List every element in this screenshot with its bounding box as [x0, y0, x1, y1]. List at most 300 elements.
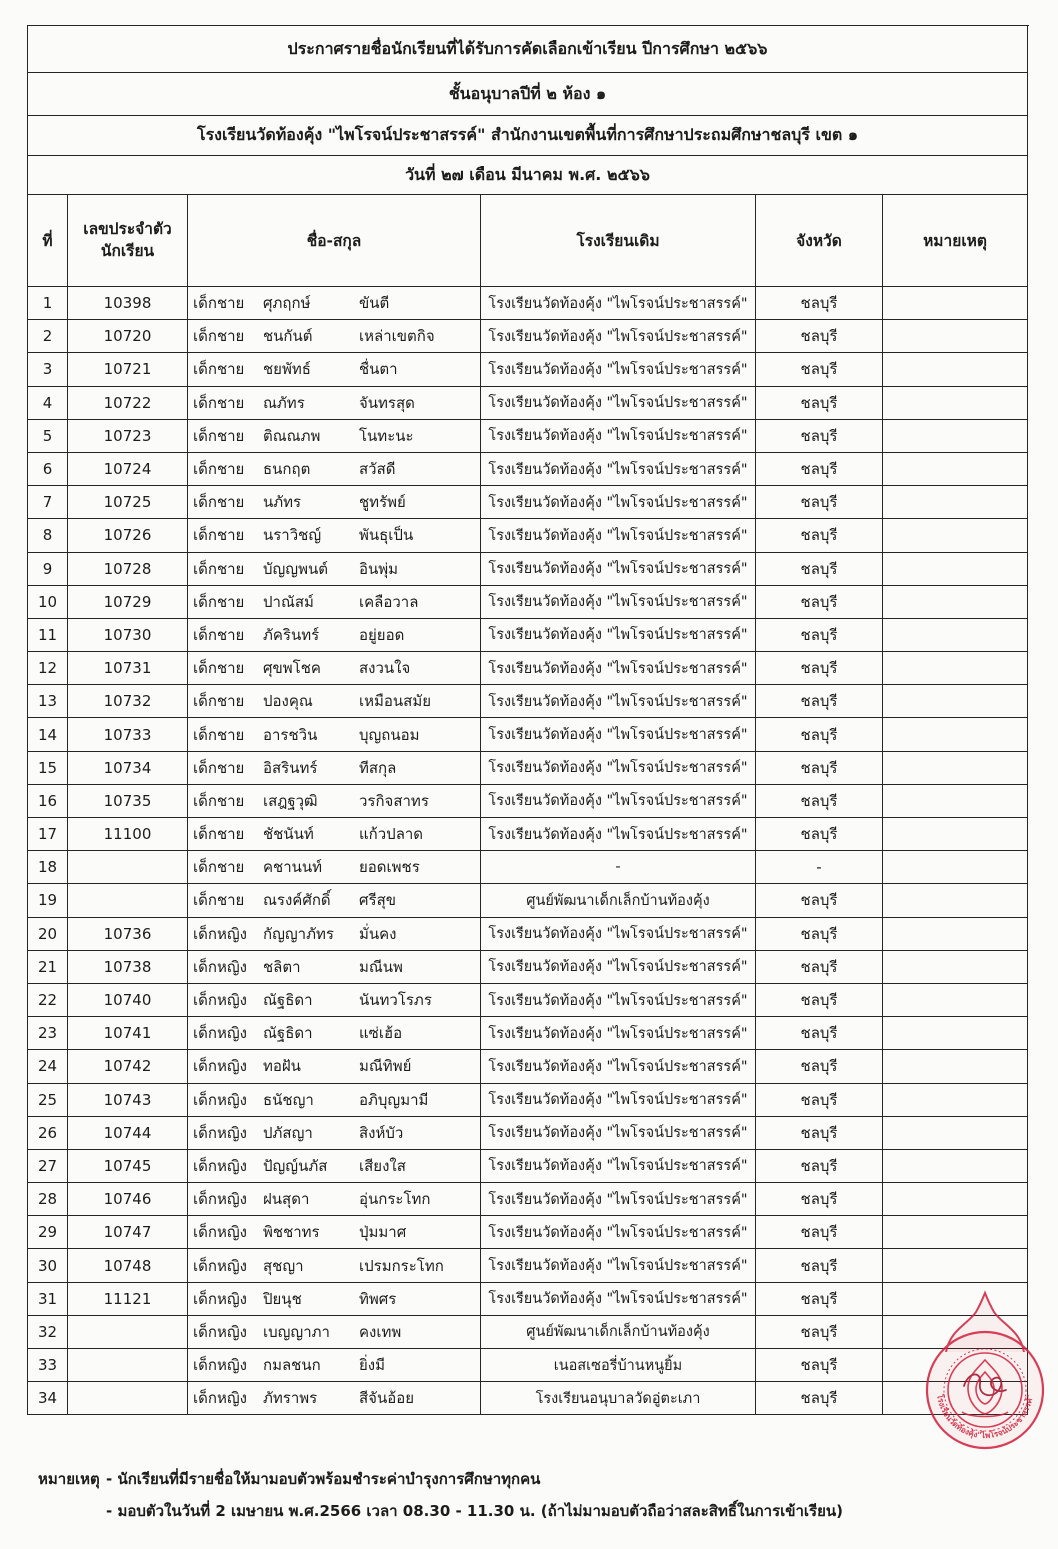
student-name: [188, 486, 481, 518]
row-number: 27: [28, 1150, 68, 1182]
name-prefix: เด็กชาย: [193, 858, 245, 877]
previous-school: โรงเรียนวัดท้องคุ้ง "ไพโรจน์ประชาสรรค์": [481, 1117, 756, 1149]
student-name: [188, 718, 481, 750]
name-prefix: เด็กชาย: [193, 825, 245, 844]
first-name: ภัครินทร์: [263, 625, 320, 644]
remark-cell: [883, 818, 1028, 850]
column-header-province: จังหวัด: [756, 195, 883, 286]
remark-cell: [883, 320, 1028, 352]
previous-school: โรงเรียนวัดท้องคุ้ง "ไพโรจน์ประชาสรรค์": [481, 1249, 756, 1281]
province: ชลบุรี: [756, 818, 883, 850]
student-id: 10744: [68, 1117, 188, 1149]
province: ชลบุรี: [756, 387, 883, 419]
remark-cell: [883, 619, 1028, 651]
table-row: [28, 1216, 1028, 1249]
last-name: พันธุเป็น: [359, 526, 414, 545]
name-prefix: เด็กหญิง: [193, 1156, 247, 1175]
last-name: อุ่นกระโทก: [359, 1190, 431, 1209]
row-number: 16: [28, 785, 68, 817]
province: ชลบุรี: [756, 1017, 883, 1049]
row-number: 34: [28, 1382, 68, 1414]
table-row: [28, 951, 1028, 984]
first-name: ณัฐธิดา: [263, 1024, 313, 1043]
last-name: บุญถนอม: [359, 725, 420, 744]
name-prefix: เด็กหญิง: [193, 1256, 247, 1275]
row-number: 18: [28, 851, 68, 883]
remark-cell: [883, 1216, 1028, 1248]
remark-cell: [883, 1017, 1028, 1049]
student-id: 10398: [68, 287, 188, 319]
last-name: อภิบุญมามี: [359, 1090, 429, 1109]
student-id: 11100: [68, 818, 188, 850]
name-prefix: เด็กหญิง: [193, 1223, 247, 1242]
row-number: 22: [28, 984, 68, 1016]
table-row: [28, 287, 1028, 320]
student-id: 10726: [68, 519, 188, 551]
student-name: [188, 918, 481, 950]
student-id: 10724: [68, 453, 188, 485]
student-name: [188, 287, 481, 319]
first-name: นภัทร: [263, 493, 302, 512]
province: ชลบุรี: [756, 519, 883, 551]
previous-school: โรงเรียนวัดท้องคุ้ง "ไพโรจน์ประชาสรรค์": [481, 553, 756, 585]
student-id: 10720: [68, 320, 188, 352]
first-name: ธนัชญา: [263, 1090, 314, 1109]
table-row: [28, 453, 1028, 486]
student-id: 11121: [68, 1283, 188, 1315]
row-number: 5: [28, 420, 68, 452]
first-name: สุชญา: [263, 1256, 304, 1275]
last-name: สิงห์บัว: [359, 1123, 404, 1142]
student-name: [188, 1216, 481, 1248]
first-name: ณรงค์ศักดิ์: [263, 891, 331, 910]
class-name: ชั้นอนุบาลปีที่ ๒ ห้อง ๑: [28, 73, 1028, 115]
announcement-date: วันที่ ๒๗ เดือน มีนาคม พ.ศ. ๒๕๖๖: [28, 156, 1028, 194]
remark-cell: [883, 1183, 1028, 1215]
student-name: [188, 851, 481, 883]
province: ชลบุรี: [756, 1183, 883, 1215]
previous-school: โรงเรียนวัดท้องคุ้ง "ไพโรจน์ประชาสรรค์": [481, 287, 756, 319]
student-name: [188, 453, 481, 485]
student-name: [188, 1249, 481, 1281]
remark-cell: [883, 453, 1028, 485]
name-prefix: เด็กหญิง: [193, 1389, 247, 1408]
table-row: [28, 984, 1028, 1017]
last-name: เหมือนสมัย: [359, 692, 431, 711]
student-name: [188, 951, 481, 983]
table-row: [28, 1316, 1028, 1349]
previous-school: โรงเรียนวัดท้องคุ้ง "ไพโรจน์ประชาสรรค์": [481, 1216, 756, 1248]
remark-cell: [883, 1050, 1028, 1082]
last-name: สวัสดี: [359, 460, 396, 479]
remark-cell: [883, 1084, 1028, 1116]
row-number: 2: [28, 320, 68, 352]
student-name: [188, 1316, 481, 1348]
last-name: ศรีสุข: [359, 891, 396, 910]
row-number: 6: [28, 453, 68, 485]
row-number: 15: [28, 752, 68, 784]
table-row: [28, 420, 1028, 453]
table-row: [28, 1249, 1028, 1282]
student-id: 10723: [68, 420, 188, 452]
name-prefix: เด็กหญิง: [193, 1123, 247, 1142]
table-row: [28, 1183, 1028, 1216]
student-name: [188, 1283, 481, 1315]
remark-cell: [883, 420, 1028, 452]
previous-school: โรงเรียนวัดท้องคุ้ง "ไพโรจน์ประชาสรรค์": [481, 1283, 756, 1315]
first-name: ชลิตา: [263, 957, 301, 976]
name-prefix: เด็กหญิง: [193, 924, 247, 943]
table-row: [28, 685, 1028, 718]
previous-school: โรงเรียนวัดท้องคุ้ง "ไพโรจน์ประชาสรรค์": [481, 619, 756, 651]
first-name: ปภัสญา: [263, 1123, 313, 1142]
previous-school: โรงเรียนวัดท้องคุ้ง "ไพโรจน์ประชาสรรค์": [481, 1017, 756, 1049]
first-name: อารชวิน: [263, 725, 318, 744]
name-prefix: เด็กชาย: [193, 426, 245, 445]
class-row: [28, 73, 1028, 116]
previous-school: โรงเรียนวัดท้องคุ้ง "ไพโรจน์ประชาสรรค์": [481, 453, 756, 485]
previous-school: ศูนย์พัฒนาเด็กเล็กบ้านท้องคุ้ง: [481, 884, 756, 916]
last-name: มณีนพ: [359, 957, 403, 976]
province: ชลบุรี: [756, 1050, 883, 1082]
remark-cell: [883, 353, 1028, 385]
table-row: [28, 1017, 1028, 1050]
student-id: 10729: [68, 586, 188, 618]
table-row: [28, 1382, 1028, 1415]
student-id: 10732: [68, 685, 188, 717]
previous-school: โรงเรียนวัดท้องคุ้ง "ไพโรจน์ประชาสรรค์": [481, 320, 756, 352]
student-name: [188, 1349, 481, 1381]
row-number: 25: [28, 1084, 68, 1116]
last-name: เปรมกระโทก: [359, 1256, 444, 1275]
column-header-student-id-line1: เลขประจำตัว: [83, 219, 172, 238]
student-name: [188, 387, 481, 419]
province: ชลบุรี: [756, 420, 883, 452]
student-name: [188, 1017, 481, 1049]
row-number: 26: [28, 1117, 68, 1149]
table-row: [28, 320, 1028, 353]
last-name: ปุ่มมาศ: [359, 1223, 407, 1242]
last-name: เสียงใส: [359, 1156, 406, 1175]
table-row: [28, 1084, 1028, 1117]
student-id: [68, 884, 188, 916]
student-name: [188, 420, 481, 452]
previous-school: โรงเรียนวัดท้องคุ้ง "ไพโรจน์ประชาสรรค์": [481, 1183, 756, 1215]
remark-cell: [883, 1117, 1028, 1149]
name-prefix: เด็กหญิง: [193, 991, 247, 1010]
first-name: ศุภฤกษ์: [263, 294, 311, 313]
province: ชลบุรี: [756, 718, 883, 750]
province: -: [756, 851, 883, 883]
first-name: ฝนสุดา: [263, 1190, 310, 1209]
last-name: ทิพศร: [359, 1289, 397, 1308]
table-row: [28, 918, 1028, 951]
province: ชลบุรี: [756, 586, 883, 618]
table-row: [28, 353, 1028, 386]
previous-school: โรงเรียนวัดท้องคุ้ง "ไพโรจน์ประชาสรรค์": [481, 1050, 756, 1082]
first-name: ชนกันต์: [263, 327, 313, 346]
province: ชลบุรี: [756, 1117, 883, 1149]
student-name: [188, 320, 481, 352]
column-header-row: [28, 195, 1028, 287]
student-id: [68, 1316, 188, 1348]
row-number: 21: [28, 951, 68, 983]
row-number: 28: [28, 1183, 68, 1215]
remark-cell: [883, 387, 1028, 419]
name-prefix: เด็กหญิง: [193, 957, 247, 976]
title-row: [28, 26, 1028, 73]
student-name: [188, 1050, 481, 1082]
remark-cell: [883, 1150, 1028, 1182]
row-number: 13: [28, 685, 68, 717]
first-name: ภัทราพร: [263, 1389, 318, 1408]
row-number: 8: [28, 519, 68, 551]
student-name: [188, 884, 481, 916]
province: ชลบุรี: [756, 984, 883, 1016]
last-name: ทีสกุล: [359, 758, 397, 777]
province: ชลบุรี: [756, 353, 883, 385]
table-row: [28, 652, 1028, 685]
student-id: 10740: [68, 984, 188, 1016]
row-number: 1: [28, 287, 68, 319]
student-name: [188, 1150, 481, 1182]
student-name: [188, 752, 481, 784]
student-id: 10735: [68, 785, 188, 817]
province: ชลบุรี: [756, 918, 883, 950]
province: ชลบุรี: [756, 453, 883, 485]
student-id: 10730: [68, 619, 188, 651]
name-prefix: เด็กหญิง: [193, 1322, 247, 1341]
student-name: [188, 1382, 481, 1414]
province: ชลบุรี: [756, 320, 883, 352]
remark-cell: [883, 486, 1028, 518]
name-prefix: เด็กชาย: [193, 294, 245, 313]
first-name: ปัญญ์นภัส: [263, 1156, 328, 1175]
footer-note-1: - นักเรียนที่มีรายชื่อให้มามอบตัวพร้อมชำระค่าบำรุงการศึกษาทุกคน: [106, 1470, 541, 1488]
last-name: นันทวโรภร: [359, 991, 432, 1010]
province: ชลบุรี: [756, 884, 883, 916]
remark-cell: [883, 918, 1028, 950]
previous-school: โรงเรียนวัดท้องคุ้ง "ไพโรจน์ประชาสรรค์": [481, 951, 756, 983]
remark-cell: [883, 287, 1028, 319]
student-id: [68, 1382, 188, 1414]
student-id: [68, 1349, 188, 1381]
student-id: [68, 851, 188, 883]
student-id: 10734: [68, 752, 188, 784]
province: ชลบุรี: [756, 1150, 883, 1182]
row-number: 9: [28, 553, 68, 585]
student-id: 10733: [68, 718, 188, 750]
student-id: 10721: [68, 353, 188, 385]
first-name: ศุขพโชค: [263, 659, 321, 678]
seal-text-path: โรงเรียนวัดท้องคุ้ง"ไพโรจน์ประชาสรรค์": [935, 1393, 1035, 1441]
student-list-table: [27, 25, 1029, 1415]
name-prefix: เด็กหญิง: [193, 1057, 247, 1076]
last-name: ยิ่งมี: [359, 1356, 386, 1375]
name-prefix: เด็กหญิง: [193, 1289, 247, 1308]
student-name: [188, 652, 481, 684]
row-number: 14: [28, 718, 68, 750]
last-name: แก้วปลาด: [359, 825, 424, 844]
first-name: บัญญพนต์: [263, 559, 328, 578]
previous-school: ศูนย์พัฒนาเด็กเล็กบ้านท้องคุ้ง: [481, 1316, 756, 1348]
remark-cell: [883, 652, 1028, 684]
student-rows: [28, 287, 1029, 1415]
row-number: 12: [28, 652, 68, 684]
column-header-student-id-line2: นักเรียน: [100, 241, 155, 260]
last-name: ยอดเพชร: [359, 858, 420, 877]
name-prefix: เด็กชาย: [193, 891, 245, 910]
last-name: เหล่าเขตกิจ: [359, 327, 435, 346]
name-prefix: เด็กชาย: [193, 526, 245, 545]
name-prefix: เด็กชาย: [193, 692, 245, 711]
remark-cell: [883, 785, 1028, 817]
previous-school: โรงเรียนวัดท้องคุ้ง "ไพโรจน์ประชาสรรค์": [481, 353, 756, 385]
student-id: 10747: [68, 1216, 188, 1248]
row-number: 19: [28, 884, 68, 916]
student-id: 10731: [68, 652, 188, 684]
student-name: [188, 1183, 481, 1215]
student-id: 10742: [68, 1050, 188, 1082]
first-name: ธนกฤต: [263, 460, 311, 479]
last-name: สีจันอ้อย: [359, 1389, 415, 1408]
first-name: คชานนท์: [263, 858, 323, 877]
first-name: นราวิชญ์: [263, 526, 322, 545]
first-name: ปองคุณ: [263, 692, 313, 711]
previous-school: โรงเรียนวัดท้องคุ้ง "ไพโรจน์ประชาสรรค์": [481, 685, 756, 717]
previous-school: เนอสเซอรี่บ้านหนูยิ้ม: [481, 1349, 756, 1381]
first-name: ปิยนุช: [263, 1289, 302, 1308]
table-row: [28, 752, 1028, 785]
table-row: [28, 486, 1028, 519]
student-name: [188, 353, 481, 385]
table-row: [28, 851, 1028, 884]
school-name: โรงเรียนวัดท้องคุ้ง "ไพโรจน์ประชาสรรค์" สำนักงานเขตพื้นที่การศึกษาประถมศึกษาชลบุรี เขต ๑: [28, 116, 1028, 155]
first-name: กัญญาภัทร: [263, 924, 334, 943]
last-name: วรกิจสาทร: [359, 791, 429, 810]
last-name: จันทรสุด: [359, 393, 415, 412]
student-id: 10736: [68, 918, 188, 950]
previous-school: โรงเรียนวัดท้องคุ้ง "ไพโรจน์ประชาสรรค์": [481, 1084, 756, 1116]
student-name: [188, 818, 481, 850]
name-prefix: เด็กหญิง: [193, 1356, 247, 1375]
first-name: ณัฐธิดา: [263, 991, 313, 1010]
previous-school: โรงเรียนวัดท้องคุ้ง "ไพโรจน์ประชาสรรค์": [481, 818, 756, 850]
previous-school: โรงเรียนวัดท้องคุ้ง "ไพโรจน์ประชาสรรค์": [481, 785, 756, 817]
previous-school: โรงเรียนวัดท้องคุ้ง "ไพโรจน์ประชาสรรค์": [481, 387, 756, 419]
last-name: ขันตี: [359, 294, 390, 313]
last-name: สงวนใจ: [359, 659, 411, 678]
row-number: 20: [28, 918, 68, 950]
previous-school: โรงเรียนวัดท้องคุ้ง "ไพโรจน์ประชาสรรค์": [481, 984, 756, 1016]
province: ชลบุรี: [756, 951, 883, 983]
province: ชลบุรี: [756, 1249, 883, 1281]
school-seal-stamp: [918, 1290, 1052, 1454]
first-name: ชยพัทธ์: [263, 360, 311, 379]
row-number: 30: [28, 1249, 68, 1281]
row-number: 7: [28, 486, 68, 518]
table-row: [28, 1050, 1028, 1083]
student-name: [188, 1084, 481, 1116]
first-name: กมลชนก: [263, 1356, 321, 1375]
name-prefix: เด็กชาย: [193, 592, 245, 611]
student-id: 10741: [68, 1017, 188, 1049]
last-name: อินพุ่ม: [359, 559, 399, 578]
column-header-remark: หมายเหตุ: [883, 195, 1028, 286]
row-number: 3: [28, 353, 68, 385]
student-name: [188, 619, 481, 651]
first-name: เบญญาภา: [263, 1322, 330, 1341]
student-name: [188, 984, 481, 1016]
province: ชลบุรี: [756, 1084, 883, 1116]
remark-cell: [883, 553, 1028, 585]
table-row: [28, 1349, 1028, 1382]
last-name: เคลือวาล: [359, 592, 419, 611]
student-id: 10746: [68, 1183, 188, 1215]
date-row: [28, 156, 1028, 195]
last-name: มณีทิพย์: [359, 1057, 412, 1076]
province: ชลบุรี: [756, 1349, 883, 1381]
row-number: 24: [28, 1050, 68, 1082]
remark-cell: [883, 951, 1028, 983]
remark-cell: [883, 519, 1028, 551]
footer-note-2: - มอบตัวในวันที่ 2 เมษายน พ.ศ.2566 เวลา 08.30 - 11.30 น. (ถ้าไม่มามอบตัวถือว่าสละสิทธิ์ในการเข้าเรียน): [106, 1502, 844, 1520]
previous-school: โรงเรียนวัดท้องคุ้ง "ไพโรจน์ประชาสรรค์": [481, 519, 756, 551]
student-id: 10738: [68, 951, 188, 983]
province: ชลบุรี: [756, 1283, 883, 1315]
student-id: 10722: [68, 387, 188, 419]
previous-school: โรงเรียนวัดท้องคุ้ง "ไพโรจน์ประชาสรรค์": [481, 918, 756, 950]
previous-school: -: [481, 851, 756, 883]
table-row: [28, 718, 1028, 751]
table-row: [28, 387, 1028, 420]
row-number: 4: [28, 387, 68, 419]
student-name: [188, 785, 481, 817]
table-row: [28, 1283, 1028, 1316]
last-name: แซ่เฮ้อ: [359, 1024, 403, 1043]
column-header-student-id: [68, 195, 188, 286]
first-name: เสฎฐวุฒิ: [263, 791, 318, 810]
remark-cell: [883, 884, 1028, 916]
footer-remark-label: หมายเหตุ: [38, 1470, 100, 1488]
name-prefix: เด็กชาย: [193, 559, 245, 578]
column-header-name: ชื่อ-สกุล: [188, 195, 481, 286]
remark-cell: [883, 685, 1028, 717]
province: ชลบุรี: [756, 619, 883, 651]
remark-cell: [883, 718, 1028, 750]
table-row: [28, 619, 1028, 652]
last-name: โนทะนะ: [359, 426, 414, 445]
previous-school: โรงเรียนวัดท้องคุ้ง "ไพโรจน์ประชาสรรค์": [481, 1150, 756, 1182]
row-number: 17: [28, 818, 68, 850]
remark-cell: [883, 984, 1028, 1016]
name-prefix: เด็กชาย: [193, 460, 245, 479]
student-name: [188, 553, 481, 585]
province: ชลบุรี: [756, 1316, 883, 1348]
table-row: [28, 586, 1028, 619]
last-name: ชูทรัพย์: [359, 493, 406, 512]
province: ชลบุรี: [756, 287, 883, 319]
first-name: ชัชนันท์: [263, 825, 314, 844]
province: ชลบุรี: [756, 652, 883, 684]
first-name: อิสรินทร์: [263, 758, 318, 777]
table-row: [28, 785, 1028, 818]
student-id: 10745: [68, 1150, 188, 1182]
previous-school: โรงเรียนวัดท้องคุ้ง "ไพโรจน์ประชาสรรค์": [481, 718, 756, 750]
province: ชลบุรี: [756, 685, 883, 717]
table-row: [28, 553, 1028, 586]
last-name: คงเทพ: [359, 1322, 402, 1341]
